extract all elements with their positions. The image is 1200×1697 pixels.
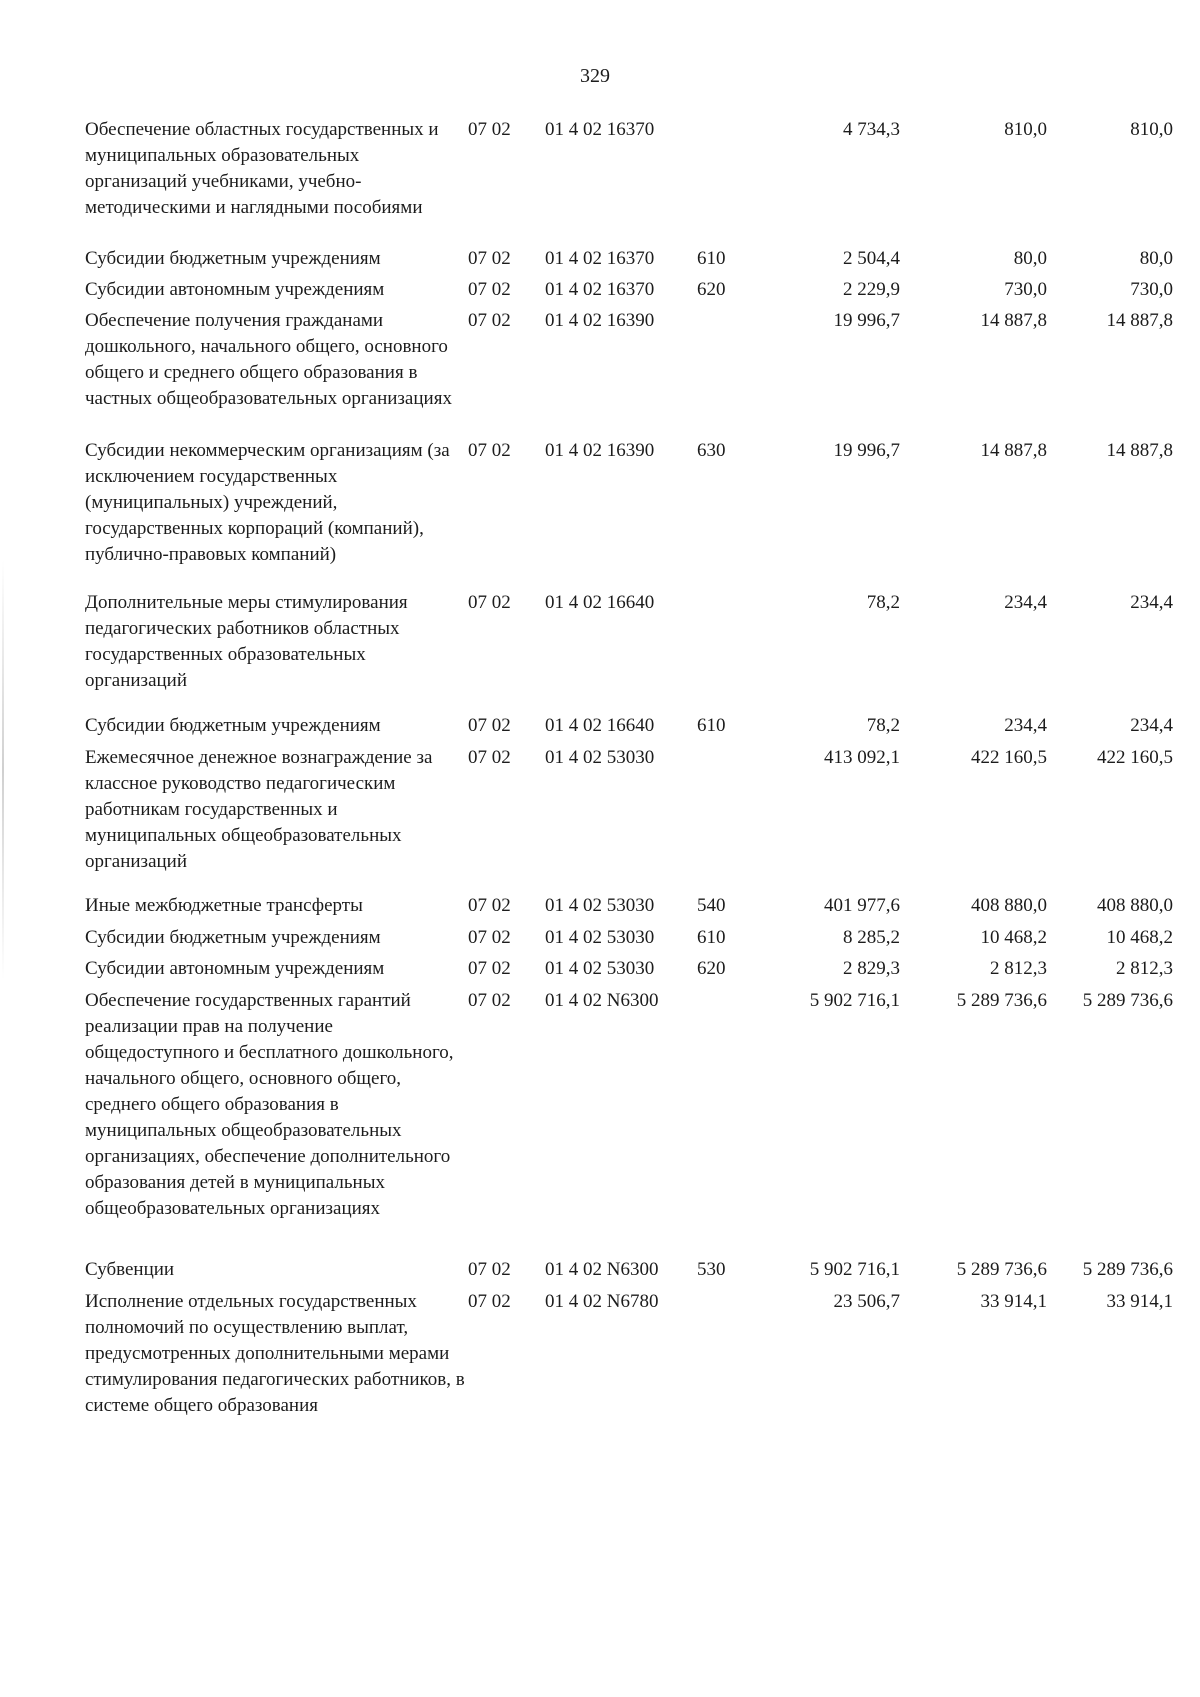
row-expense-type: 620 bbox=[697, 279, 726, 300]
row-target-code: 01 4 02 N6300 bbox=[545, 1259, 659, 1280]
row-value-1: 2 504,4 bbox=[843, 248, 900, 269]
row-value-2: 234,4 bbox=[1004, 715, 1047, 736]
row-value-3: 2 812,3 bbox=[1116, 958, 1173, 979]
row-value-3: 730,0 bbox=[1130, 279, 1173, 300]
row-name: Обеспечение областных государственных и муниципальных образовательных организаций учебниками, учебно-методическими и наглядными пособиями bbox=[85, 119, 439, 218]
row-value-1: 19 996,7 bbox=[833, 440, 900, 461]
row-section: 07 02 bbox=[468, 279, 511, 300]
row-value-1: 4 734,3 bbox=[843, 119, 900, 140]
row-value-1: 2 229,9 bbox=[843, 279, 900, 300]
row-value-3: 810,0 bbox=[1130, 119, 1173, 140]
row-name: Субсидии бюджетным учреждениям bbox=[85, 927, 381, 948]
row-name: Субсидии бюджетным учреждениям bbox=[85, 248, 381, 269]
row-name: Обеспечение государственных гарантий реализации прав на получение общедоступного и бесплатного дошкольного, начального общего, основного общего, среднего общего образования в муниципальных общеобразовательных организациях, обеспечение дополнительного образования детей в муниципальных общеобразовательных организациях bbox=[85, 990, 454, 1219]
row-value-3: 5 289 736,6 bbox=[1082, 990, 1173, 1011]
row-section: 07 02 bbox=[468, 1259, 511, 1280]
row-name: Субвенции bbox=[85, 1259, 175, 1280]
row-target-code: 01 4 02 16640 bbox=[545, 715, 655, 736]
row-value-3: 14 887,8 bbox=[1106, 440, 1173, 461]
row-value-1: 401 977,6 bbox=[824, 895, 900, 916]
row-value-1: 78,2 bbox=[866, 715, 900, 736]
row-section: 07 02 bbox=[468, 1291, 511, 1312]
row-name: Дополнительные меры стимулирования педагогических работников областных государственных образовательных организаций bbox=[85, 592, 408, 691]
row-section: 07 02 bbox=[468, 440, 511, 461]
row-target-code: 01 4 02 53030 bbox=[545, 747, 655, 768]
row-value-1: 413 092,1 bbox=[824, 747, 900, 768]
row-value-3: 10 468,2 bbox=[1106, 927, 1173, 948]
row-value-2: 5 289 736,6 bbox=[956, 990, 1047, 1011]
row-expense-type: 530 bbox=[697, 1259, 726, 1280]
row-section: 07 02 bbox=[468, 715, 511, 736]
row-name: Иные межбюджетные трансферты bbox=[85, 895, 363, 916]
row-section: 07 02 bbox=[468, 248, 511, 269]
row-target-code: 01 4 02 16390 bbox=[545, 440, 655, 461]
row-value-2: 33 914,1 bbox=[980, 1291, 1047, 1312]
row-target-code: 01 4 02 N6780 bbox=[545, 1291, 659, 1312]
row-value-2: 2 812,3 bbox=[990, 958, 1047, 979]
row-value-1: 5 902 716,1 bbox=[809, 990, 900, 1011]
row-target-code: 01 4 02 N6300 bbox=[545, 990, 659, 1011]
row-value-1: 78,2 bbox=[866, 592, 900, 613]
row-section: 07 02 bbox=[468, 310, 511, 331]
row-name: Субсидии автономным учреждениям bbox=[85, 279, 385, 300]
row-target-code: 01 4 02 16370 bbox=[545, 119, 655, 140]
row-value-2: 80,0 bbox=[1013, 248, 1047, 269]
row-section: 07 02 bbox=[468, 895, 511, 916]
row-value-2: 408 880,0 bbox=[971, 895, 1047, 916]
row-value-1: 2 829,3 bbox=[843, 958, 900, 979]
page-number: 329 bbox=[580, 65, 610, 87]
row-target-code: 01 4 02 53030 bbox=[545, 895, 655, 916]
row-expense-type: 540 bbox=[697, 895, 726, 916]
row-value-1: 19 996,7 bbox=[833, 310, 900, 331]
row-target-code: 01 4 02 53030 bbox=[545, 958, 655, 979]
row-value-3: 422 160,5 bbox=[1097, 747, 1173, 768]
row-section: 07 02 bbox=[468, 119, 511, 140]
row-value-2: 810,0 bbox=[1004, 119, 1047, 140]
row-target-code: 01 4 02 16640 bbox=[545, 592, 655, 613]
row-expense-type: 610 bbox=[697, 715, 726, 736]
row-value-2: 5 289 736,6 bbox=[956, 1259, 1047, 1280]
row-target-code: 01 4 02 16370 bbox=[545, 248, 655, 269]
row-value-3: 80,0 bbox=[1139, 248, 1173, 269]
row-name: Ежемесячное денежное вознаграждение за классное руководство педагогическим работникам государственных и муниципальных общеобразовательных организаций bbox=[85, 747, 433, 872]
row-value-3: 33 914,1 bbox=[1106, 1291, 1173, 1312]
row-name: Исполнение отдельных государственных полномочий по осуществлению выплат, предусмотренных дополнительными мерами стимулирования педагогических работников, в системе общего образования bbox=[85, 1291, 465, 1416]
row-value-1: 23 506,7 bbox=[833, 1291, 900, 1312]
row-value-1: 5 902 716,1 bbox=[809, 1259, 900, 1280]
row-target-code: 01 4 02 53030 bbox=[545, 927, 655, 948]
row-value-2: 14 887,8 bbox=[980, 310, 1047, 331]
row-expense-type: 630 bbox=[697, 440, 726, 461]
row-name: Субсидии автономным учреждениям bbox=[85, 958, 385, 979]
row-expense-type: 610 bbox=[697, 927, 726, 948]
row-name: Субсидии некоммерческим организациям (за исключением государственных (муниципальных) учреждений, государственных корпораций (компаний), публично-правовых компаний) bbox=[85, 440, 450, 565]
row-section: 07 02 bbox=[468, 958, 511, 979]
row-expense-type: 610 bbox=[697, 248, 726, 269]
row-value-3: 234,4 bbox=[1130, 715, 1173, 736]
row-value-1: 8 285,2 bbox=[843, 927, 900, 948]
row-name: Субсидии бюджетным учреждениям bbox=[85, 715, 381, 736]
row-target-code: 01 4 02 16370 bbox=[545, 279, 655, 300]
row-value-2: 10 468,2 bbox=[980, 927, 1047, 948]
row-value-3: 14 887,8 bbox=[1106, 310, 1173, 331]
row-value-2: 234,4 bbox=[1004, 592, 1047, 613]
row-value-2: 422 160,5 bbox=[971, 747, 1047, 768]
scan-edge-artifact bbox=[2, 560, 4, 980]
row-name: Обеспечение получения гражданами дошкольного, начального общего, основного общего и среднего общего образования в частных общеобразовательных организациях bbox=[85, 310, 452, 409]
row-target-code: 01 4 02 16390 bbox=[545, 310, 655, 331]
row-section: 07 02 bbox=[468, 927, 511, 948]
row-value-3: 234,4 bbox=[1130, 592, 1173, 613]
row-section: 07 02 bbox=[468, 990, 511, 1011]
row-value-3: 408 880,0 bbox=[1097, 895, 1173, 916]
row-value-2: 730,0 bbox=[1004, 279, 1047, 300]
row-value-2: 14 887,8 bbox=[980, 440, 1047, 461]
row-section: 07 02 bbox=[468, 592, 511, 613]
row-expense-type: 620 bbox=[697, 958, 726, 979]
row-section: 07 02 bbox=[468, 747, 511, 768]
row-value-3: 5 289 736,6 bbox=[1082, 1259, 1173, 1280]
